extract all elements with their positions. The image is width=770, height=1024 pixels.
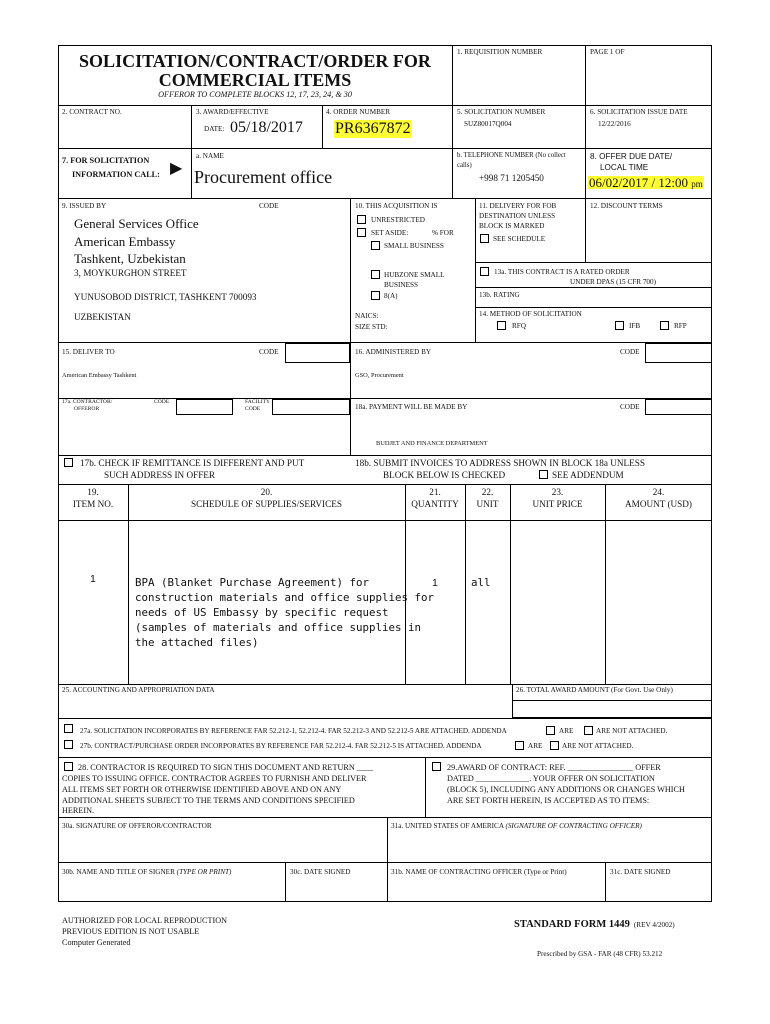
deliver-to-code-label: CODE	[259, 348, 279, 356]
footer-form	[514, 915, 675, 931]
col-schedule-label: SCHEDULE OF SUPPLIES/SERVICES	[191, 499, 342, 509]
27a-are-not-checkbox[interactable]	[584, 726, 593, 735]
officer-signature-field[interactable]	[389, 833, 710, 860]
small-business-checkbox[interactable]	[371, 241, 380, 250]
unrestricted-checkbox[interactable]	[357, 215, 366, 224]
footer-prescribed: Prescribed by GSA - FAR (48 CFR) 53.212	[537, 950, 663, 958]
row-description: BPA (Blanket Purchase Agreement) for construction materials and office supplies for needs of US Embassy by specific request (samples of materials and office supplies in the attached files)	[135, 576, 435, 649]
footer-prev: PREVIOUS EDITION IS NOT USABLE	[62, 927, 200, 936]
administered-by-value: GSO, Procurement	[355, 372, 404, 379]
block28-line2: COPIES TO ISSUING OFFICE. CONTRACTOR AGREES TO FURNISH AND DELIVER	[62, 774, 367, 783]
delivery-fob-label: 11. DELIVERY FOR FOB	[479, 202, 557, 210]
form-title-line2: COMMERCIAL ITEMS	[158, 70, 352, 90]
ifb-label: IFB	[629, 322, 641, 330]
officer-date-label: 31c. DATE SIGNED	[610, 868, 671, 876]
payment-label: 18a. PAYMENT WILL BE MADE BY	[355, 403, 468, 411]
block29-line2: DATED _____________. YOUR OFFER ON SOLICITATION	[447, 774, 655, 783]
unrestricted-label: UNRESTRICTED	[371, 216, 425, 224]
hubzone-checkbox[interactable]	[371, 270, 380, 279]
row-quantity: 1	[432, 577, 438, 589]
issuer-line4: 3, MOYKURGHON STREET	[74, 268, 187, 278]
27a-are-not-label: ARE NOT ATTACHED.	[596, 727, 668, 735]
issuer-line1: General Services Office	[74, 216, 199, 231]
offeror-signature-label: 30a. SIGNATURE OF OFFEROR/CONTRACTOR	[62, 822, 212, 830]
submit-invoices-label: 18b. SUBMIT INVOICES TO ADDRESS SHOWN IN BLOCK 18a UNLESS	[355, 458, 645, 468]
dpas-label: UNDER DPAS (15 CFR 700)	[570, 278, 656, 286]
rfq-label: RFQ	[512, 322, 526, 330]
27a-text: 27a. SOLICITATION INCORPORATES BY REFERENCE FAR 52.212-1, 52.212-4. FAR 52.212-3 AND 52.212-5 ARE ATTACHED. ADDENDA	[80, 727, 507, 735]
footer-auth: AUTHORIZED FOR LOCAL REPRODUCTION	[62, 916, 228, 925]
pct-for-label: % FOR	[432, 229, 454, 237]
deliver-to-label: 15. DELIVER TO	[62, 348, 115, 356]
27b-checkbox[interactable]	[64, 740, 73, 749]
col-unit-label: UNIT	[476, 499, 499, 509]
block28-line5: HEREIN.	[62, 806, 95, 815]
phone-label-2: calls)	[457, 162, 472, 169]
27b-are-not-label: ARE NOT ATTACHED.	[562, 742, 634, 750]
see-addendum-label: SEE ADDENDUM	[552, 470, 624, 480]
facility-label: FACILITY	[245, 399, 271, 405]
issued-by-label: 9. ISSUED BY	[62, 202, 107, 210]
discount-terms-label: 12. DISCOUNT TERMS	[590, 202, 663, 210]
hubzone-label: HUBZONE SMALL	[384, 271, 445, 279]
award-label: 3. AWARD/EFFECTIVE	[196, 108, 269, 116]
27b-are-checkbox[interactable]	[515, 741, 524, 750]
small-business-label: SMALL BUSINESS	[384, 242, 444, 250]
block28-line3: ALL ITEMS SET FORTH OR OTHERWISE IDENTIFIED ABOVE AND ON ANY	[62, 785, 342, 794]
order-number-value: PR6367872	[335, 120, 411, 137]
solicitation-number-value: SUZ80017Q004	[464, 120, 512, 128]
arrow-icon: ▶	[170, 160, 183, 177]
row-unit: all	[471, 576, 491, 589]
rating-label: 13b. RATING	[479, 291, 520, 299]
officer-name-label: 31b. NAME OF CONTRACTING OFFICER (Type or Print)	[391, 868, 567, 876]
footer-form-name: STANDARD FORM 1449	[514, 919, 630, 930]
name-label: a. NAME	[196, 152, 224, 160]
delivery-fob-label-2: DESTINATION UNLESS	[479, 212, 556, 220]
col-quantity-num: 21.	[429, 487, 441, 497]
administered-code-label: CODE	[620, 348, 640, 356]
phone-value: +998 71 1205450	[479, 173, 544, 183]
block28-line1: 28. CONTRACTOR IS REQUIRED TO SIGN THIS DOCUMENT AND RETURN ____	[78, 763, 374, 772]
submit-invoices-label-2: BLOCK BELOW IS CHECKED	[383, 470, 506, 480]
block28-line4: ADDITIONAL SHEETS SUBJECT TO THE TERMS AND CONDITIONS SPECIFIED	[62, 796, 355, 805]
issuer-line5: YUNUSOBOD DISTRICT, TASHKENT 700093	[74, 292, 257, 302]
page-label: PAGE 1 OF	[590, 48, 625, 56]
offeror-note: OFFEROR TO COMPLETE BLOCKS 12, 17, 23, 24, & 30	[158, 90, 352, 99]
phone-label: b. TELEPHONE NUMBER (No collect	[457, 152, 566, 159]
deliver-to-value: American Embassy Tashkent	[62, 372, 137, 379]
see-addendum-checkbox[interactable]	[539, 470, 548, 479]
form-title-line1: SOLICITATION/CONTRACT/ORDER FOR	[79, 51, 431, 71]
acquisition-label: 10. THIS ACQUISITION IS	[355, 202, 438, 210]
col-amount-label: AMOUNT (USD)	[625, 499, 692, 509]
rfq-checkbox[interactable]	[497, 321, 506, 330]
payment-code-label: CODE	[620, 403, 640, 411]
order-label: 4. ORDER NUMBER	[326, 108, 391, 116]
issued-by-code-label: CODE	[259, 202, 279, 210]
27a-checkbox[interactable]	[64, 724, 73, 733]
col-item-no-label: ITEM NO.	[72, 499, 114, 509]
issuer-line2: American Embassy	[74, 234, 176, 249]
rfp-checkbox[interactable]	[660, 321, 669, 330]
solicitation-label: 5. SOLICITATION NUMBER	[457, 108, 546, 116]
contractor-label: 17a. CONTRACTOR/	[62, 399, 113, 405]
col-unit-price-num: 23.	[551, 487, 564, 497]
footer-form-rev: (REV 4/2002)	[633, 921, 675, 929]
offer-due-datetime: 06/02/2017 / 12:00	[589, 175, 688, 190]
offer-due-label-2: LOCAL TIME	[600, 163, 649, 172]
information-call-label: INFORMATION CALL:	[72, 170, 160, 179]
size-std-label: SIZE STD:	[355, 323, 388, 331]
method-label: 14. METHOD OF SOLICITATION	[479, 310, 582, 318]
remittance-label-2: SUCH ADDRESS IN OFFER	[104, 470, 216, 480]
issuer-line6: UZBEKISTAN	[74, 312, 131, 322]
facility-label-2: CODE	[245, 406, 261, 412]
offer-due-pm: pm	[691, 179, 703, 189]
for-solicitation-label: 7. FOR SOLICITATION	[62, 156, 150, 165]
footer-computer: Computer Generated	[62, 938, 131, 947]
29-checkbox[interactable]	[432, 762, 441, 771]
rated-order-label: 13a. THIS CONTRACT IS A RATED ORDER	[494, 268, 630, 276]
offer-due-value	[588, 176, 704, 189]
27a-are-label: ARE	[559, 727, 574, 735]
contract-no-label: 2. CONTRACT NO.	[62, 108, 122, 116]
total-award-label: 26. TOTAL AWARD AMOUNT (For Govt. Use Only)	[516, 686, 673, 694]
rated-order-checkbox[interactable]	[480, 267, 489, 276]
col-unit-price-label: UNIT PRICE	[532, 499, 583, 509]
col-unit-num: 22.	[481, 487, 494, 497]
offeror-signature-field[interactable]	[60, 833, 385, 860]
27a-are-checkbox[interactable]	[546, 726, 555, 735]
usa-label-italic: (SIGNATURE OF CONTRACTING OFFICER)	[505, 822, 642, 830]
payment-value: BUDJET AND FINANCE DEPARTMENT	[376, 440, 488, 447]
27b-are-not-checkbox[interactable]	[550, 741, 559, 750]
name-value: Procurement office	[194, 167, 333, 187]
row-item-no: 1	[90, 573, 96, 585]
requisition-label: 1. REQUISITION NUMBER	[457, 48, 543, 56]
col-quantity-label: QUANTITY	[411, 499, 459, 509]
issue-date-label: 6. SOLICITATION ISSUE DATE	[590, 108, 688, 116]
naics-label: NAICS:	[355, 312, 379, 320]
ifb-checkbox[interactable]	[615, 321, 624, 330]
27b-are-label: ARE	[528, 742, 543, 750]
contractor-label-2: OFFEROR	[74, 406, 100, 412]
award-date-value: 05/18/2017	[230, 119, 303, 136]
col-schedule-num: 20.	[260, 487, 273, 497]
col-amount-num: 24.	[652, 487, 665, 497]
eight-a-checkbox[interactable]	[371, 291, 380, 300]
accounting-label: 25. ACCOUNTING AND APPROPRIATION DATA	[62, 686, 215, 694]
28-checkbox[interactable]	[64, 762, 73, 771]
block29-line4: ARE SET FORTH HEREIN, IS ACCEPTED AS TO ITEMS:	[447, 796, 650, 805]
27b-text: 27b. CONTRACT/PURCHASE ORDER INCORPORATES BY REFERENCE FAR 52.212-4. FAR 52.212-5 IS ATTACHED. ADDENDA	[80, 742, 482, 750]
signer-name-label-italic: (TYPE OR PRINT)	[176, 868, 232, 876]
block29-line1: 29.AWARD OF CONTRACT: REF. ________________ OFFER	[447, 763, 661, 772]
issuer-line3: Tashkent, Uzbekistan	[74, 251, 186, 266]
block29-line3: (BLOCK 5), INCLUDING ANY ADDITIONS OR CHANGES WHICH	[447, 785, 685, 794]
rfp-label: RFP	[674, 322, 687, 330]
usa-label-text: 31a. UNITED STATES OF AMERICA	[391, 822, 504, 830]
delivery-fob-label-3: BLOCK IS MARKED	[479, 222, 545, 230]
signer-name-label-text: 30b. NAME AND TITLE OF SIGNER	[62, 868, 175, 876]
signer-name-label	[62, 869, 231, 876]
remittance-checkbox[interactable]	[64, 458, 73, 467]
remittance-label: 17b. CHECK IF REMITTANCE IS DIFFERENT AND PUT	[80, 458, 305, 468]
date-prefix: DATE:	[204, 125, 225, 133]
set-aside-label: SET ASIDE:	[371, 229, 409, 237]
contractor-code-label: CODE	[154, 399, 170, 405]
issue-date-value: 12/22/2016	[598, 120, 631, 128]
set-aside-checkbox[interactable]	[357, 228, 366, 237]
col-item-no-num: 19.	[87, 487, 99, 497]
usa-label	[391, 823, 642, 830]
offer-due-label: 8. OFFER DUE DATE/	[590, 152, 673, 161]
eight-a-label: 8(A)	[384, 292, 398, 300]
offeror-date-label: 30c. DATE SIGNED	[290, 868, 351, 876]
hubzone-label-2: BUSINESS	[384, 281, 418, 289]
administered-by-label: 16. ADMINISTERED BY	[355, 348, 432, 356]
see-schedule-label: SEE SCHEDULE	[493, 235, 546, 243]
see-schedule-checkbox[interactable]	[480, 234, 489, 243]
